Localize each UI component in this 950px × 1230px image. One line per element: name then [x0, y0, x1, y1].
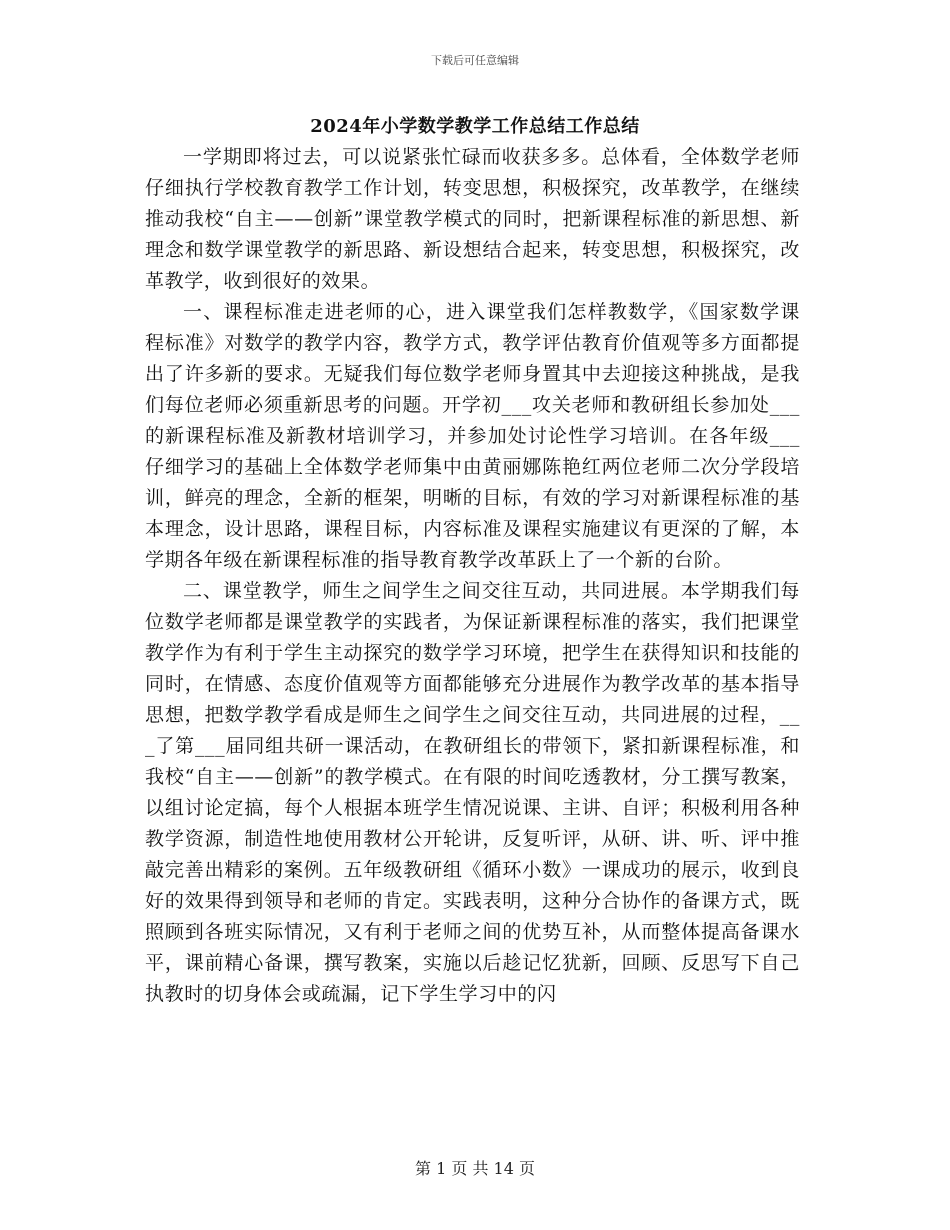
- document-title: 2024年小学数学教学工作总结工作总结: [310, 116, 640, 137]
- paragraph-section-2: 二、课堂教学，师生之间学生之间交往互动，共同进展。本学期我们每位数学老师都是课堂教学的实践者，为保证新课程标准的落实，我们把课堂教学作为有利于学生主动探究的数学学习环境，把学生在获得知识和技能的同时，在情感、态度价值观等方面都能够充分进展作为教学改革的基本指导思想，把数学教学看成是师生之间学生之间交往互动，共同进展的过程，___了第___届同组共研一课活动，在教研组长的带领下，紧扣新课程标准，和我校“自主——创新”的教学模式。在有限的时间吃透教材，分工撰写教案，以组讨论定搞，每个人根据本班学生情况说课、主讲、自评；积极利用各种教学资源，制造性地使用教材公开轮讲，反复听评，从研、讲、听、评中推敲完善出精彩的案例。五年级教研组《循环小数》一课成功的展示，收到良好的效果得到领导和老师的肯定。实践表明，这种分合协作的备课方式，既照顾到各班实际情况，又有利于老师之间的优势互补，从而整体提高备课水平，课前精心备课，撰写教案，实施以后趁记忆犹新，回顾、反思写下自己执教时的切身体会或疏漏，记下学生学习中的闪: [145, 580, 800, 1005]
- paragraph-intro: 一学期即将过去，可以说紧张忙碌而收获多多。总体看，全体数学老师仔细执行学校教育教学工作计划，转变思想，积极探究，改革教学，在继续推动我校“自主——创新”课堂教学模式的同时，把新课程标准的新思想、新理念和数学课堂教学的新思路、新设想结合起来，转变思想，积极探究，改革教学，收到很好的效果。: [145, 146, 800, 292]
- document-body: [145, 142, 800, 1010]
- page-header-note: 下载后可任意编辑: [431, 54, 519, 67]
- page-number: 第 1 页 共 14 页: [415, 1159, 535, 1178]
- paragraph-section-1: 一、课程标准走进老师的心，进入课堂我们怎样教数学，《国家数学课程标准》对数学的教学内容，教学方式，教学评估教育价值观等多方面都提出了许多新的要求。无疑我们每位数学老师身置其中去迎接这种挑战，是我们每位老师必须重新思考的问题。开学初___攻关老师和教研组长参加处___的新课程标准及新教材培训学习，并参加处讨论性学习培训。在各年级___仔细学习的基础上全体数学老师集中由黄丽娜陈艳红两位老师二次分学段培训，鲜亮的理念，全新的框架，明晰的目标，有效的学习对新课程标准的基本理念，设计思路，课程目标，内容标准及课程实施建议有更深的了解，本学期各年级在新课程标准的指导教育教学改革跃上了一个新的台阶。: [145, 301, 800, 571]
